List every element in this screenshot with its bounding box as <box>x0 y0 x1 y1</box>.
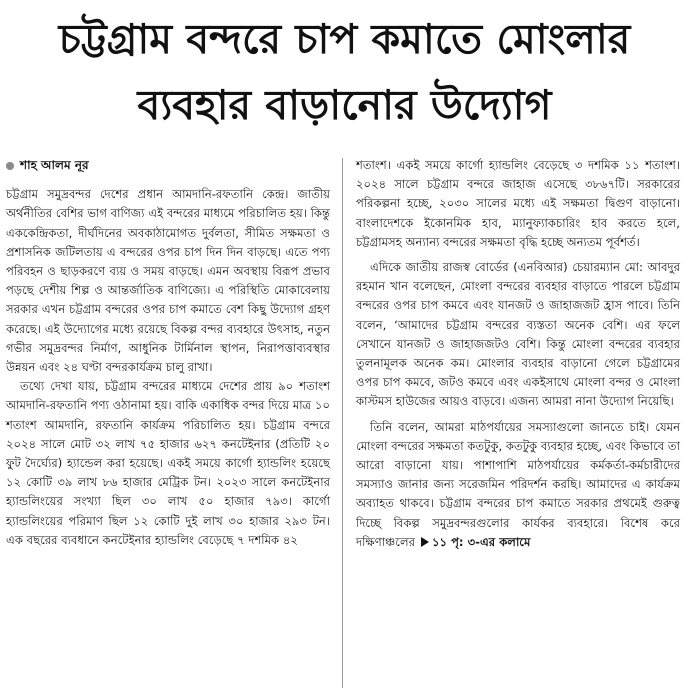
headline-line-1: চট্টগ্রাম বন্দরে চাপ কমাতে মোংলার <box>58 15 631 63</box>
headline <box>0 6 689 138</box>
author-name: শাহ আলম নূর <box>20 158 89 172</box>
paragraph-text: তিনি বলেন, আমরা মাঠপর্যায়ের সমস্যাগুলো জানতে চাই। যেমন মোংলা বন্দরের সক্ষমতা কতটুকু, কতটুকু ব্যবহার হচ্ছে, এবং কিভাবে তা আরো বাড়ানো যায়। পাশাপাশি মাঠপর্যায়ের কর্মকর্তা-কর্মচারীদের সমস্যাও জানার জন্য সরেজমিন পরিদর্শন করছি। আমাদের এ কার্যক্রম অব্যাহত থাকবে। চট্টগ্রাম বন্দরের চাপ কমাতে সরকার প্রথমেই গুরুত্ব দিচ্ছে বিকল্প সমুদ্রবন্দরগুলোর কার্যকর ব্যবহারে। বিশেষ করে দক্ষিণাঞ্চলের <box>356 419 680 549</box>
paragraph: শতাংশ। একই সময়ে কার্গো হ্যান্ডলিং বেড়েছে ৩ দশমিক ১১ শতাংশ। ২০২৪ সালে চট্টগ্রাম বন্দরে জাহাজ এসেছে ৩৮৬৭টি। সরকারের পরিকল্পনা হচ্ছে, ২০৩০ সালের মধ্যে এই সক্ষমতা দ্বিগুণ বাড়ানো। বাংলাদেশকে ইকোনমিক হাব, ম্যানুফ্যাকচারিং হাব করতে হলে, চট্টগ্রামসহ অন্যান্য বন্দরের সক্ষমতা বৃদ্ধি হচ্ছে অন্যতম পূর্বশর্ত। <box>356 158 680 249</box>
column-divider <box>342 158 343 688</box>
paragraph <box>356 418 680 552</box>
paragraph: এদিকে জাতীয় রাজস্ব বোর্ডের (এনবিআর) চেয়ারম্যান মো: আবদুর রহমান খান বলেছেন, মোংলা বন্দরের ব্যবহার বাড়াতে পারলে চট্টগ্রাম বন্দরের ওপর চাপ কমবে এবং যানজট ও জাহাজজট হ্রাস পাবে। তিনি বলেন, ‘আমাদের চট্টগ্রাম বন্দরের ব্যস্ততা অনেক বেশি। এর ফলে সেখানে যানজট ও জাহাজজটও বেশি। কিন্তু মোংলা বন্দরের ব্যবহার তুলনামূলক অনেক কম। মোংলার ব্যবহার বাড়ানো গেলে চট্টগ্রামের ওপর চাপ কমবে, জটও কমবে এবং একইসাথে মোংলা বন্দর ও মোংলা কাস্টমস হাউজের আয়ও বাড়বে। এজন্য আমরা নানা উদ্যোগ নিয়েছি। <box>356 260 680 409</box>
headline-line-2: ব্যবহার বাড়ানোর উদ্যোগ <box>137 81 552 129</box>
article-column-left <box>6 156 330 550</box>
continuation-note[interactable]: ১১ পৃ: ৩-এর কলামে <box>431 534 531 549</box>
byline <box>6 156 330 175</box>
article-column-right <box>356 156 680 552</box>
bullet-icon <box>6 162 14 170</box>
paragraph: চট্টগ্রাম সমুদ্রবন্দর দেশের প্রধান আমদানি-রফতানি কেন্দ্র। জাতীয় অর্থনীতির বেশির ভাগ বাণিজ্য এই বন্দরের মাধ্যমে পরিচালিত হয়। কিন্তু এককেন্দ্রিকতা, দীর্ঘদিনের অবকাঠামোগত দুর্বলতা, সীমিত সক্ষমতা ও প্রশাসনিক জটিলতায় এ বন্দরের ওপর চাপ দিন দিন বাড়ছে। এতে পণ্য পরিবহন ও ছাড়করণে ব্যয় ও সময় বাড়ছে। এমন অবস্থায় বিরূপ প্রভাব পড়ছে দেশীয় শিল্প ও আন্তর্জাতিক বাণিজ্যে। এ পরিস্থিতি মোকাবেলায় সরকার এখন চট্টগ্রাম বন্দরের ওপর চাপ কমাতে বেশ কিছু উদ্যোগ গ্রহণ করেছে। এই উদ্যোগের মধ্যে রয়েছে বিকল্প বন্দর ব্যবহারে উৎসাহ, নতুন গভীর সমুদ্রবন্দর নির্মাণ, আধুনিক টার্মিনাল স্থাপন, নিরাপত্তাব্যবস্থার উন্নয়ন এবং ২৪ ঘণ্টা বন্দরকার্যক্রম চালু রাখা। <box>6 187 330 375</box>
paragraph: তথ্যে দেখা যায়, চট্টগ্রাম বন্দরের মাধ্যমে দেশের প্রায় ৯০ শতাংশ আমদানি-রফতানি পণ্য ওঠানামা হয়। বাকি একাধিক বন্দর দিয়ে মাত্র ১০ শতাংশ আমদানি, রফতানি কার্যক্রম পরিচালিত হয়। চট্টগ্রাম বন্দরে ২০২৪ সালে মোট ৩২ লাখ ৭৫ হাজার ৬২৭ কনটেইনার (প্রতিটি ২০ ফুট দৈর্ঘ্যের) হ্যান্ডেল করা হয়েছে। একই সময়ে কার্গো হ্যান্ডলিং হয়েছে ১২ কোটি ৩৯ লাখ ৮৬ হাজার মেট্রিক টন। ২০২৩ সালে কনটেইনার হ্যান্ডলিংয়ের সংখ্যা ছিল ৩০ লাখ ৫০ হাজার ৭৯৩। কার্গো হ্যান্ডলিংয়ের পরিমাণ ছিল ১২ কোটি দুই লাখ ৩০ হাজার ২৯৩ টন। এক বছরের ব্যবধানে কনটেইনার হ্যান্ডলিং বেড়েছে ৭ দশমিক ৪২ <box>6 379 330 547</box>
continue-arrow-icon <box>421 537 429 547</box>
